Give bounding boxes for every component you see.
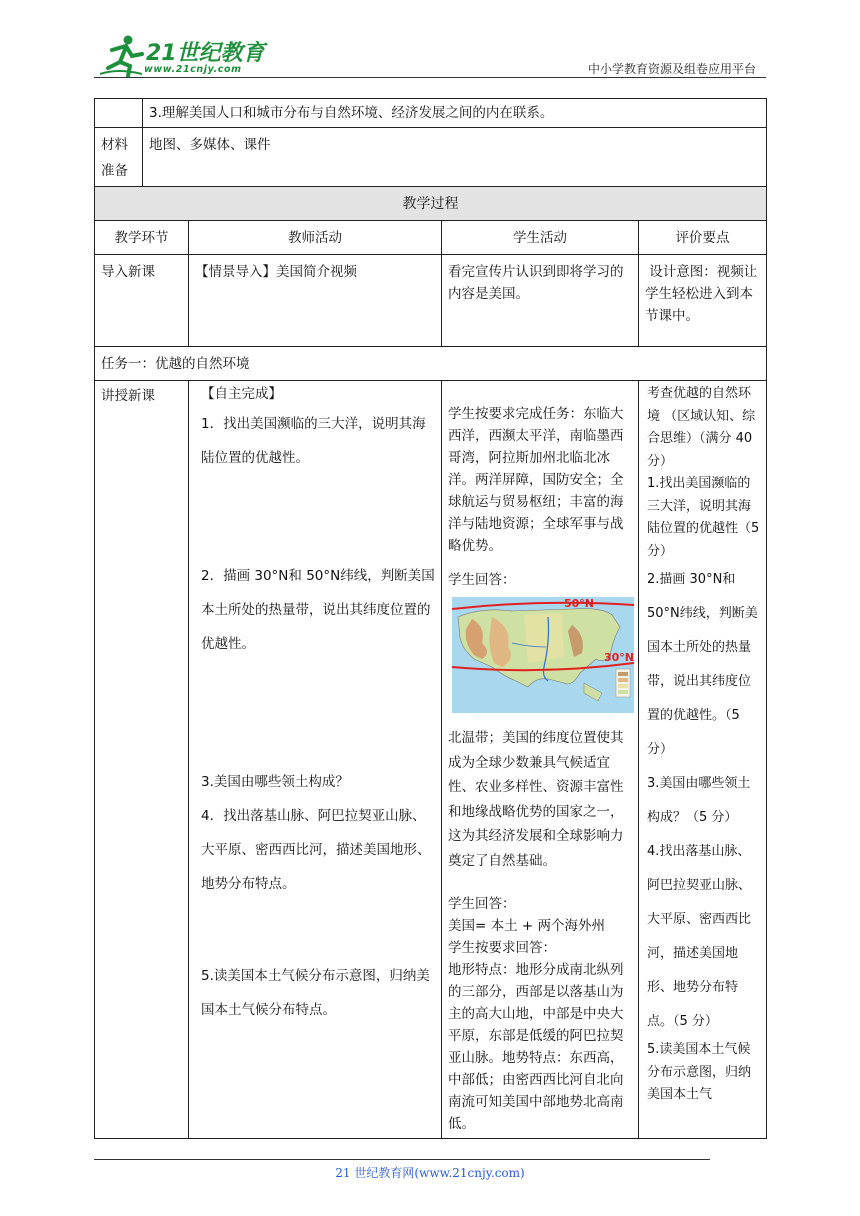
logo-url: www.21cnjy.com <box>144 64 242 75</box>
intro-stage: 导入新课 <box>95 255 189 347</box>
eval-5: 5.读美国本土气候分布示意图，归纳美国本土气 <box>647 1042 752 1102</box>
header-divider <box>94 77 766 78</box>
intro-row <box>95 255 767 347</box>
lecture-teacher <box>189 381 442 1139</box>
objective-3: 3.理解美国人口和城市分布与自然环境、经济发展之间的内在联系。 <box>143 99 767 128</box>
map-label-30n: 30°N <box>604 651 634 664</box>
student-answer-3-head: 学生回答： <box>448 896 516 912</box>
materials-label: 材料准备 <box>95 128 143 187</box>
usa-latitude-map <box>452 597 634 713</box>
student-answer-1: 学生按要求完成任务：东临大西洋，西濒太平洋，南临墨西哥湾，阿拉斯加州北临北冰洋。两洋屏障，国防安全；全球航运与贸易枢纽；丰富的海洋与陆地资源；全球军事与战略优势。 <box>448 406 624 554</box>
teacher-task-head: 【自主完成】 <box>201 386 282 402</box>
student-answer-4: 地形特点：地形分成南北纵列的三部分，西部是以落基山为主的高大山地，中部是中央大平原，东部是低缓的阿巴拉契亚山脉。地势特点：东西高，中部低；由密西西比河自北向南流可知美国中部地势北高南低。 <box>448 962 624 1132</box>
task1-title: 任务一：优越的自然环境 <box>95 347 767 381</box>
teacher-q2: 2．描画 30°N和 50°N纬线，判断美国本土所处的热量带，说出其纬度位置的优越性。 <box>201 568 435 652</box>
footer-divider <box>94 1159 710 1160</box>
intro-teacher: 【情景导入】美国简介视频 <box>189 255 442 347</box>
map-label-50n: 50°N <box>564 597 595 610</box>
col-eval: 评价要点 <box>639 221 767 255</box>
col-teacher: 教师活动 <box>189 221 442 255</box>
col-stage: 教学环节 <box>95 221 189 255</box>
student-answer-2: 北温带；美国的纬度位置使其成为全球少数兼具气候适宜性、农业多样性、资源丰富性和地缘战略优势的国家之一，这为其经济发展和全球影响力奠定了自然基础。 <box>448 730 624 869</box>
materials-row <box>95 128 767 187</box>
intro-student: 看完宣传片认识到即将学习的内容是美国。 <box>442 255 639 347</box>
platform-name: 中小学教育资源及组卷应用平台 <box>587 62 756 76</box>
materials-value: 地图、多媒体、课件 <box>143 128 767 187</box>
teacher-q5: 5.读美国本土气候分布示意图，归纳美国本土气候分布特点。 <box>201 968 430 1018</box>
lesson-plan-table <box>94 98 767 1139</box>
task1-row <box>95 347 767 381</box>
process-title-row <box>95 187 767 221</box>
student-answer-2-head: 学生回答： <box>448 572 516 588</box>
eval-overview: 考查优越的自然环境 （区域认知、综合思维）（满分 40 分） <box>647 386 756 469</box>
teacher-q4: 4．找出落基山脉、阿巴拉契亚山脉、大平原、密西西比河，描述美国地形、地势分布特点。 <box>201 808 431 892</box>
eval-2: 2.描画 30°N和 50°N纬线，判断美国本土所处的热量带，说出其纬度位置的优越性。（5 分） <box>647 572 758 757</box>
footer-link[interactable]: 21 世纪教育网(www.21cnjy.com) <box>335 1166 525 1180</box>
site-logo <box>98 34 268 80</box>
eval-4: 4.找出落基山脉、阿巴拉契亚山脉、大平原、密西西比河，描述美国地形、地势分布特点。（5 分） <box>647 844 752 1029</box>
lecture-row <box>95 381 767 1139</box>
teacher-q3: 3.美国由哪些领土构成？ <box>201 774 349 790</box>
intro-eval: 设计意图：视频让学生轻松进入到本节课中。 <box>639 255 767 347</box>
objective-row <box>95 99 767 128</box>
column-header-row <box>95 221 767 255</box>
teacher-q1: 1．找出美国濒临的三大洋，说明其海陆位置的优越性。 <box>201 416 426 466</box>
runner-icon <box>98 34 146 78</box>
student-answer-4-head: 学生按要求回答： <box>448 940 556 956</box>
student-answer-3: 美国= 本土 + 两个海外州 <box>448 918 605 934</box>
lecture-eval <box>639 381 767 1139</box>
process-title: 教学过程 <box>95 187 767 221</box>
logo-text: 21世纪教育 <box>146 41 265 66</box>
col-student: 学生活动 <box>442 221 639 255</box>
eval-1: 1.找出美国濒临的三大洋，说明其海陆位置的优越性（5 分） <box>647 476 760 559</box>
lecture-student <box>442 381 639 1139</box>
lecture-stage: 讲授新课 <box>95 381 189 1139</box>
eval-3: 3.美国由哪些领土构成？（5 分） <box>647 776 751 825</box>
